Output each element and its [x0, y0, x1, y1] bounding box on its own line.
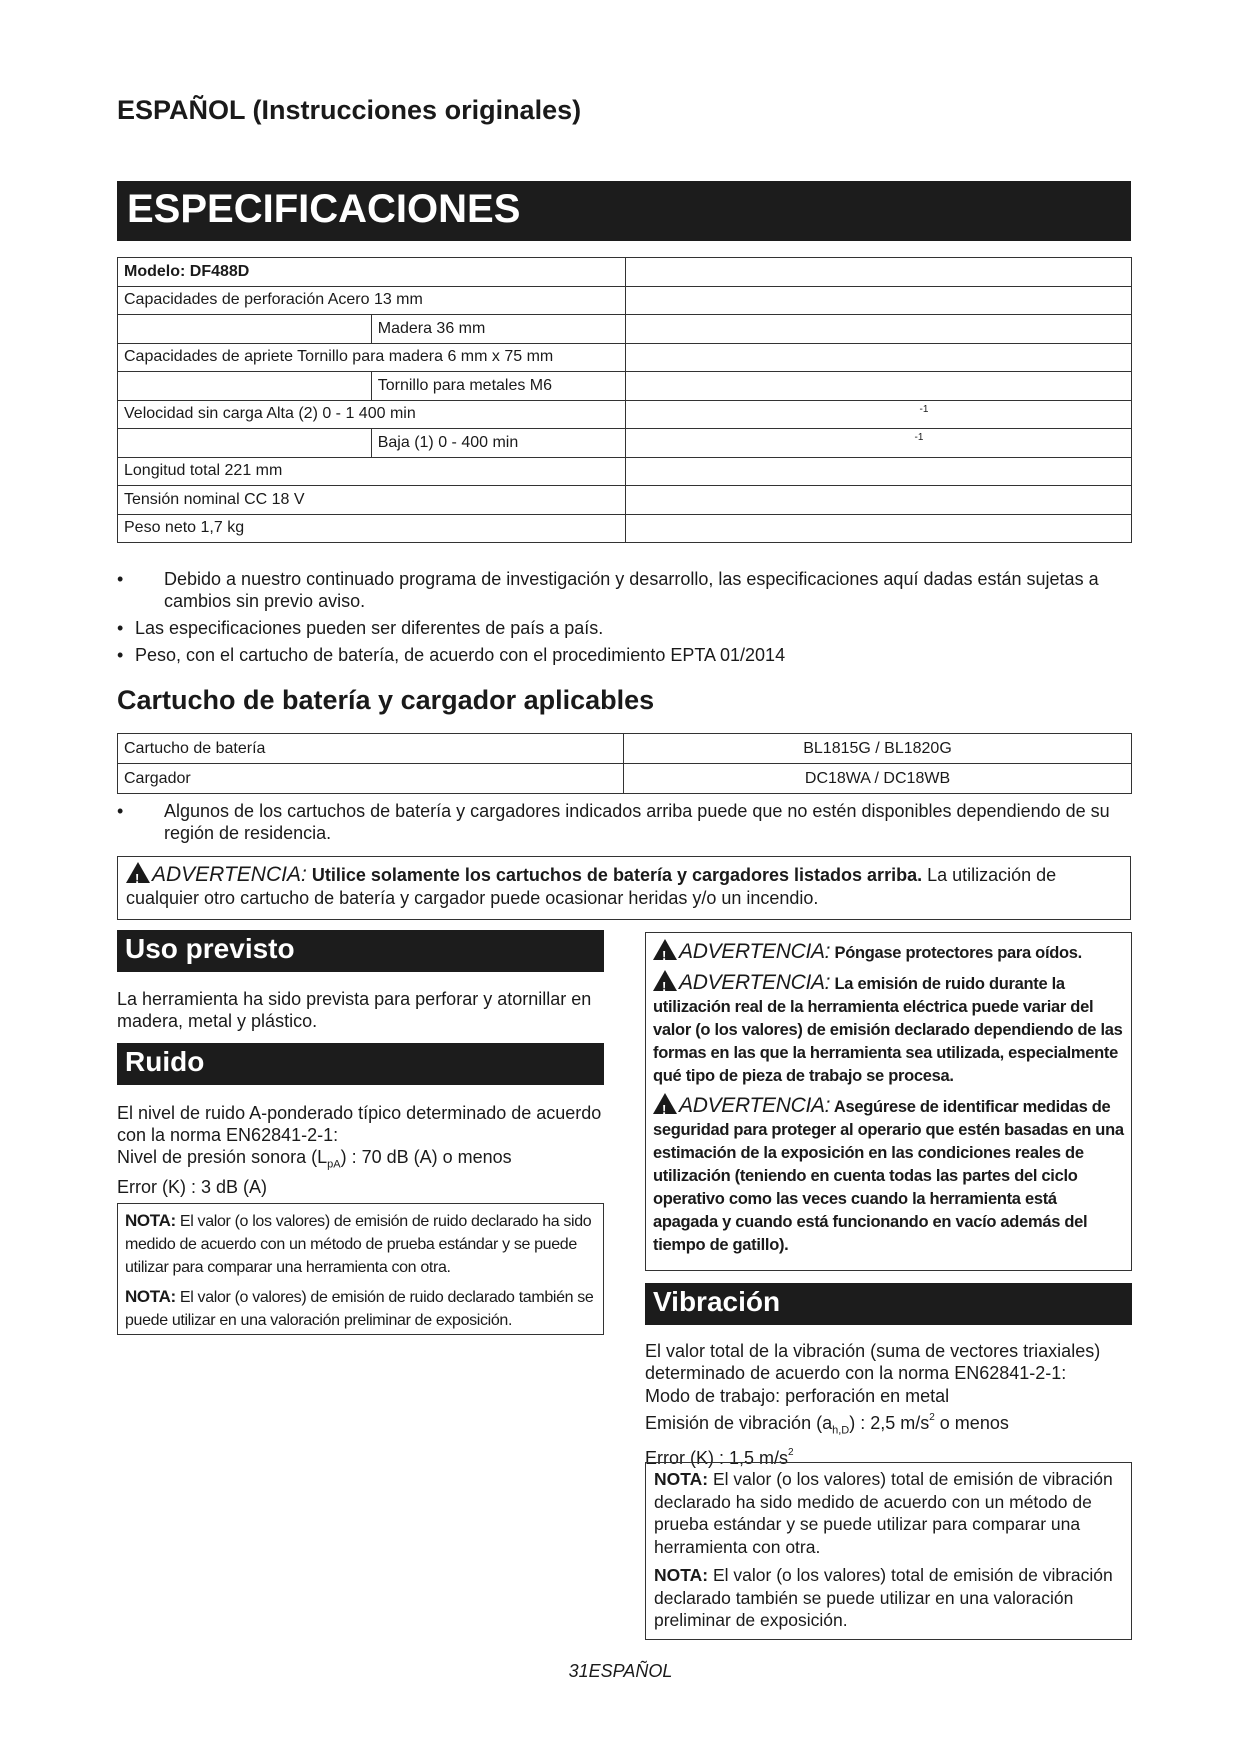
- noise-warnings-box: [645, 932, 1132, 1271]
- vibration-heading: Vibración: [645, 1283, 1132, 1325]
- table-row: [118, 486, 1132, 515]
- bullet-icon: •: [117, 569, 124, 589]
- page-language-title: ESPAÑOL (Instrucciones originales): [117, 95, 582, 125]
- bullet-icon: •: [117, 618, 124, 638]
- list-item: [117, 568, 1154, 612]
- noise-pressure-prefix: Nivel de presión sonora (L: [117, 1147, 328, 1167]
- unit-superscript: -1: [914, 432, 924, 443]
- noise-pressure-suffix: ) : 70 dB (A) o menos: [340, 1147, 512, 1167]
- vibration-section: [645, 1340, 1140, 1469]
- drill-madera-cell: Madera 36 mm: [371, 315, 625, 344]
- table-row: [118, 315, 1132, 344]
- model-cell: Modelo: DF488D: [118, 258, 626, 287]
- empty-cell: [625, 258, 1131, 287]
- vibration-note-1: [654, 1468, 1123, 1558]
- specifications-table: [117, 257, 1132, 543]
- table-row: [118, 514, 1132, 543]
- battery-notes-list: [117, 800, 1137, 844]
- table-row: [118, 372, 1132, 401]
- warning-icon: [653, 939, 677, 960]
- warning-text: Póngase protectores para oídos.: [834, 944, 1082, 962]
- bullet-icon: •: [117, 801, 124, 821]
- note-text: El valor (o valores) de emisión de ruido declarado también se puede utilizar en una valoración preliminar de exposición.: [125, 1289, 594, 1329]
- note-label: NOTA:: [125, 1211, 176, 1230]
- warning-text: Asegúrese de identificar medidas de seguridad para proteger al operario que estén basadas en una estimación de la exposición en las condiciones reales de utilización (teniendo en cuenta todas las partes del ciclo operativo como las veces cuando la herramienta está apagada y cuando está funcionando en vacío además del tiempo de gatillo).: [653, 1098, 1124, 1254]
- spec-note-text: Peso, con el cartucho de batería, de acuerdo con el procedimiento EPTA 01/2014: [135, 645, 786, 665]
- vibration-emission-end: o menos: [934, 1413, 1009, 1433]
- empty-cell: [625, 286, 1131, 315]
- spec-note-text: Debido a nuestro continuado programa de investigación y desarrollo, las especificaciones aquí dadas están sujetas a cambios sin previo aviso.: [164, 569, 1099, 611]
- noise-pressure-sub: pA: [327, 1158, 341, 1171]
- empty-cell: [625, 315, 1131, 344]
- empty-cell: [118, 372, 372, 401]
- warning-icon: [653, 970, 677, 991]
- charger-value-cell: DC18WA / DC18WB: [624, 764, 1132, 794]
- voltage-cell: Tensión nominal CC 18 V: [118, 486, 626, 515]
- vibration-emission-sub: h,D: [832, 1424, 850, 1437]
- table-row: [118, 343, 1132, 372]
- empty-cell: [625, 486, 1131, 515]
- warning-item: [653, 970, 1124, 1088]
- noise-pressure: [117, 1146, 604, 1176]
- vibration-emission-prefix: Emisión de vibración (a: [645, 1413, 833, 1433]
- note-label: NOTA:: [654, 1469, 709, 1489]
- battery-value-cell: BL1815G / BL1820G: [624, 734, 1132, 764]
- note-label: NOTA:: [654, 1565, 709, 1585]
- battery-label-cell: Cartucho de batería: [118, 734, 624, 764]
- vibration-emission-sup: 2: [929, 1412, 935, 1423]
- list-item: [117, 644, 1137, 666]
- table-row: [118, 286, 1132, 315]
- list-item: [117, 617, 1137, 639]
- battery-note-text: Algunos de los cartuchos de batería y cargadores indicados arriba puede que no estén disponibles dependiendo de su región de residencia.: [164, 801, 1110, 843]
- vibration-error-prefix: Error (K) : 1,5 m/s: [645, 1447, 789, 1468]
- warning-bold-text: Utilice solamente los cartuchos de batería y cargadores listados arriba.: [311, 865, 923, 885]
- warning-icon: [126, 862, 150, 883]
- list-item: [117, 800, 1154, 844]
- empty-cell: [118, 315, 372, 344]
- noise-error: Error (K) : 3 dB (A): [117, 1176, 268, 1197]
- speed-low-unit-cell: [625, 429, 1131, 458]
- fasten-metal-screw-cell: Tornillo para metales M6: [371, 372, 625, 401]
- noise-section: [117, 1102, 604, 1198]
- note-label: NOTA:: [125, 1287, 176, 1306]
- vibration-note-box: [645, 1462, 1132, 1640]
- weight-cell: Peso neto 1,7 kg: [118, 514, 626, 543]
- empty-cell: [625, 457, 1131, 486]
- note-text: El valor (o los valores) total de emisión de vibración declarado también se puede utilizar en una valoración preliminar de exposición.: [654, 1565, 1113, 1630]
- speed-high-cell: Velocidad sin carga Alta (2) 0 - 1 400 min: [118, 400, 626, 429]
- empty-cell: [625, 372, 1131, 401]
- noise-heading: Ruido: [117, 1043, 604, 1085]
- empty-cell: [625, 514, 1131, 543]
- warning-text: La emisión de ruido durante la utilización real de la herramienta eléctrica puede variar del valor (o los valores) de emisión declarado dependiendo de las formas en las que la herramienta sea utilizada, especialmente qué tipo de pieza de trabajo se procesa.: [653, 975, 1123, 1085]
- noise-note-2: [125, 1285, 596, 1332]
- warning-icon: [653, 1093, 677, 1114]
- specifications-heading: ESPECIFICACIONES: [117, 181, 1131, 241]
- warning-word: ADVERTENCIA:: [679, 971, 831, 994]
- vibration-emission-suffix: ) : 2,5 m/s: [849, 1413, 930, 1433]
- unit-superscript: -1: [919, 403, 929, 415]
- page-footer: 31ESPAÑOL: [568, 1661, 673, 1681]
- intended-use-heading: Uso previsto: [117, 930, 604, 972]
- vibration-emission: [645, 1407, 1140, 1442]
- table-row: [118, 734, 1132, 764]
- empty-cell: [118, 429, 372, 458]
- battery-table: [117, 733, 1132, 794]
- drill-acero-cell: Capacidades de perforación Acero 13 mm: [118, 286, 626, 315]
- table-row: [118, 400, 1132, 429]
- vibration-intro: El valor total de la vibración (suma de vectores triaxiales) determinado de acuerdo con la norma EN62841-2-1:: [645, 1341, 1101, 1383]
- empty-cell: [625, 343, 1131, 372]
- note-text: El valor (o los valores) de emisión de ruido declarado ha sido medido de acuerdo con un método de prueba estándar y se puede utilizar para comparar una herramienta con otra.: [125, 1213, 592, 1276]
- speed-high-unit-cell: [625, 400, 1131, 429]
- vibration-error-sup: 2: [788, 1446, 794, 1458]
- warning-item: [653, 939, 1124, 965]
- warning-text: La utilización de cualquier otro cartucho de batería y cargador puede ocasionar heridas y/o un incendio.: [126, 865, 1057, 908]
- warning-word: ADVERTENCIA:: [679, 940, 831, 963]
- charger-label-cell: Cargador: [118, 764, 624, 794]
- note-text: El valor (o los valores) total de emisión de vibración declarado ha sido medido de acuerdo con un método de prueba estándar y se puede utilizar para comparar una herramienta con otra.: [654, 1469, 1113, 1557]
- noise-intro: El nivel de ruido A-ponderado típico determinado de acuerdo con la norma EN62841-2-1:: [117, 1103, 602, 1145]
- table-row: [118, 429, 1132, 458]
- length-cell: Longitud total 221 mm: [118, 457, 626, 486]
- spec-notes-list: [117, 568, 1137, 666]
- table-row: [118, 258, 1132, 287]
- vibration-mode: Modo de trabajo: perforación en metal: [645, 1386, 950, 1406]
- intended-use-text: La herramienta ha sido prevista para perforar y atornillar en madera, metal y plástico.: [117, 989, 592, 1031]
- table-row: [118, 764, 1132, 794]
- table-row: [118, 457, 1132, 486]
- battery-warning-box: [117, 856, 1131, 920]
- noise-note-1: [125, 1209, 596, 1279]
- bullet-icon: •: [117, 645, 124, 665]
- fasten-wood-screw-cell: Capacidades de apriete Tornillo para madera 6 mm x 75 mm: [118, 343, 626, 372]
- battery-heading: Cartucho de batería y cargador aplicables: [117, 685, 655, 715]
- warning-word: ADVERTENCIA:: [152, 863, 307, 886]
- vibration-note-2: [654, 1564, 1123, 1632]
- warning-word: ADVERTENCIA:: [679, 1094, 831, 1117]
- warning-item: [653, 1093, 1124, 1257]
- noise-note-box: [117, 1203, 604, 1335]
- spec-note-text: Las especificaciones pueden ser diferentes de país a país.: [135, 618, 604, 638]
- speed-low-cell: Baja (1) 0 - 400 min: [371, 429, 625, 458]
